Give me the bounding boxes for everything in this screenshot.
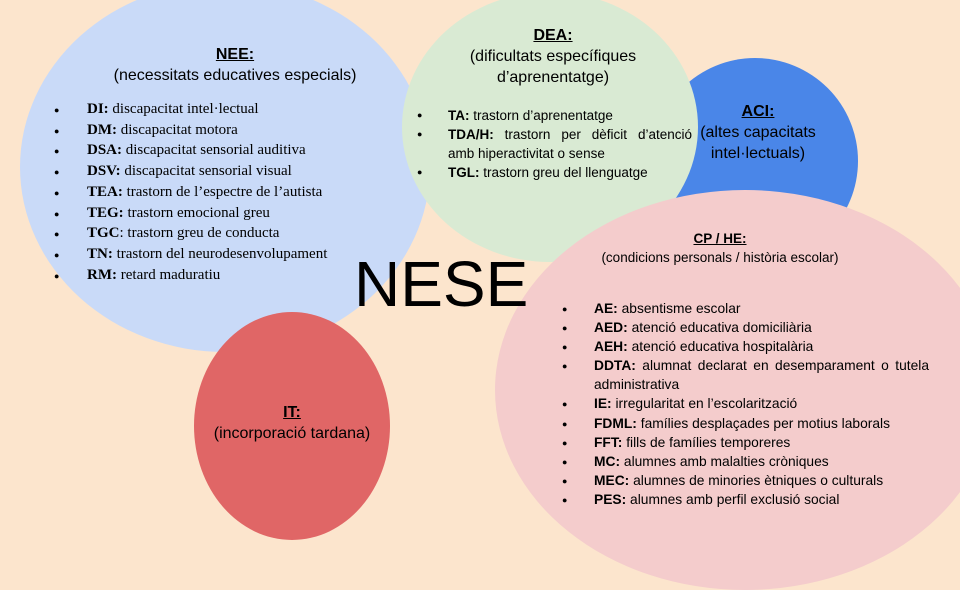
- aci-subtitle: (altes capacitats intel·lectuals): [700, 124, 816, 162]
- dea-subtitle: (dificultats específiques d’aprenentatge): [469, 48, 637, 86]
- list-item: [54, 161, 384, 182]
- item-description: alumnat declarat en desemparament o tutela administrativa: [594, 358, 929, 393]
- item-abbreviation: AEH:: [594, 339, 628, 355]
- list-item: [561, 490, 929, 509]
- list-item: [561, 299, 929, 318]
- item-description: discapacitat motora: [117, 121, 238, 138]
- item-description: discapacitat sensorial auditiva: [122, 142, 306, 159]
- cp-he-subtitle: (condicions personals / història escolar): [601, 250, 839, 265]
- list-item: [414, 163, 692, 182]
- item-abbreviation: DM:: [87, 121, 117, 138]
- dea-header: [440, 25, 666, 88]
- item-abbreviation: TEA:: [87, 183, 123, 200]
- list-item: [54, 120, 384, 141]
- item-description: trastorn de l’espectre de l’autista: [122, 183, 323, 200]
- list-item: [561, 471, 929, 490]
- list-item: [561, 433, 929, 452]
- item-abbreviation: TGC: [87, 225, 120, 242]
- list-item: [561, 337, 929, 356]
- item-abbreviation: DI:: [87, 101, 109, 117]
- item-abbreviation: PES:: [594, 491, 627, 507]
- item-abbreviation: MC:: [594, 453, 621, 469]
- item-abbreviation: TA:: [448, 108, 470, 123]
- item-description: trastorn per dèficit d’atenció amb hiperactivitat o sense: [448, 127, 692, 161]
- item-description: retard maduratiu: [117, 266, 221, 283]
- item-description: trastorn d’aprenentatge: [469, 108, 613, 123]
- cp-he-list: [561, 299, 929, 509]
- nee-subtitle: (necessitats educatives especials): [113, 67, 357, 84]
- list-item: [54, 265, 384, 286]
- aci-header: [698, 101, 818, 164]
- cp-he-header: [560, 229, 880, 267]
- item-abbreviation: TEG:: [87, 204, 124, 221]
- item-description: fills de famílies temporeres: [622, 434, 791, 450]
- item-abbreviation: AED:: [594, 320, 628, 336]
- list-item: [561, 414, 929, 433]
- item-description: discapacitat intel·lectual: [108, 101, 259, 117]
- list-item: [561, 318, 929, 337]
- list-item: [54, 244, 384, 265]
- dea-list: [414, 106, 692, 182]
- item-abbreviation: DSA:: [87, 142, 123, 159]
- nee-header: [70, 44, 400, 86]
- item-abbreviation: AE:: [594, 301, 618, 316]
- item-abbreviation: TDA/H:: [448, 127, 494, 142]
- item-abbreviation: TGL:: [448, 165, 480, 180]
- item-abbreviation: DSV:: [87, 163, 121, 180]
- item-description: absentisme escolar: [617, 301, 741, 316]
- it-header: [196, 402, 388, 444]
- item-abbreviation: TN:: [87, 245, 113, 262]
- item-abbreviation: IE:: [594, 396, 612, 412]
- list-item: [54, 203, 384, 224]
- list-item: [561, 394, 929, 413]
- list-item: [54, 223, 384, 244]
- list-item: [54, 182, 384, 203]
- item-description: irregularitat en l’escolarització: [611, 396, 798, 412]
- list-item: [54, 140, 384, 161]
- item-abbreviation: FDML:: [594, 415, 637, 431]
- item-description: discapacitat sensorial visual: [120, 163, 292, 180]
- nee-list: [54, 99, 384, 285]
- list-item: [561, 356, 929, 394]
- item-description: famílies desplaçades per motius laborals: [636, 415, 890, 431]
- item-description: : trastorn greu de conducta: [119, 225, 280, 242]
- item-abbreviation: DDTA:: [594, 358, 636, 374]
- item-description: trastorn del neurodesenvolupament: [112, 245, 328, 262]
- list-item: [561, 452, 929, 471]
- item-description: trastorn emocional greu: [123, 204, 270, 221]
- item-abbreviation: FFT:: [594, 434, 623, 450]
- item-description: atenció educativa domiciliària: [627, 320, 812, 336]
- it-heading: IT:: [283, 404, 301, 421]
- cp-he-heading: CP / HE:: [693, 231, 747, 246]
- list-item: [414, 106, 692, 125]
- item-abbreviation: RM:: [87, 266, 117, 283]
- item-description: alumnes amb malalties cròniques: [620, 453, 829, 469]
- aci-heading: ACI:: [741, 103, 775, 120]
- item-description: trastorn greu del llenguatge: [479, 165, 648, 180]
- nese-title: NESE: [354, 248, 529, 320]
- nee-heading: NEE:: [215, 46, 255, 63]
- list-item: [54, 99, 384, 120]
- item-description: alumnes amb perfil exclusió social: [626, 491, 840, 507]
- dea-heading: DEA:: [533, 27, 573, 44]
- item-abbreviation: MEC:: [594, 472, 630, 488]
- it-subtitle: (incorporació tardana): [213, 425, 371, 442]
- item-description: atenció educativa hospitalària: [627, 339, 814, 355]
- item-description: alumnes de minories ètniques o culturals: [629, 472, 884, 488]
- list-item: [414, 125, 692, 163]
